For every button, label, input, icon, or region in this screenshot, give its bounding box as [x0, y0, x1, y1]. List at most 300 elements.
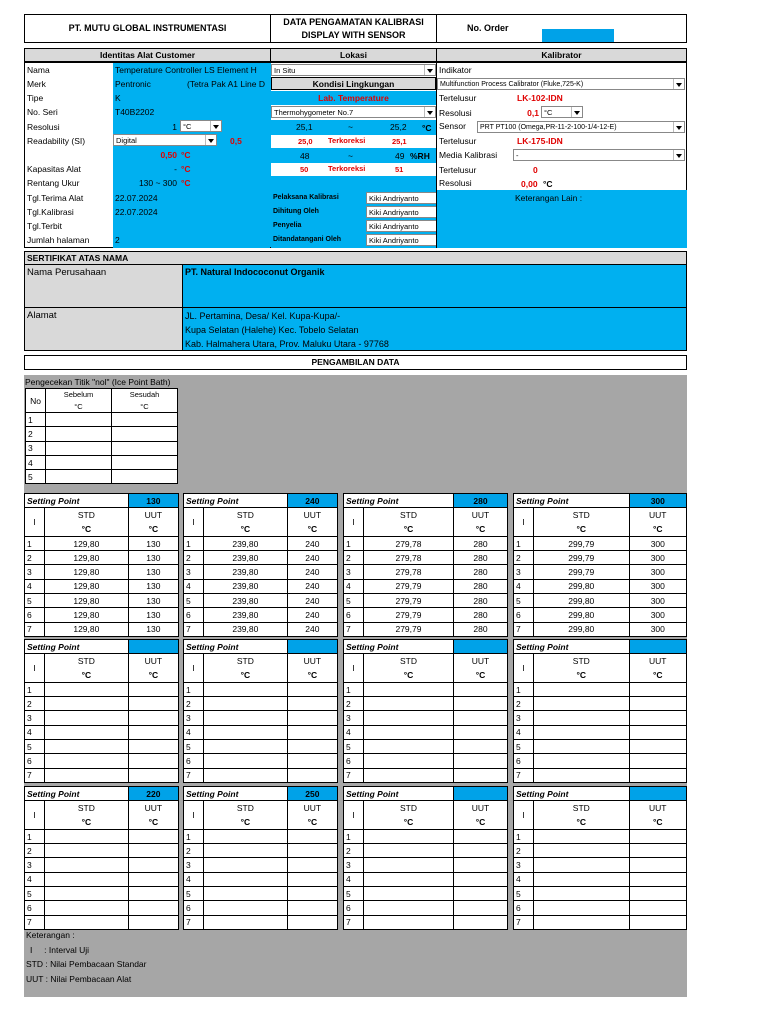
std-cell[interactable]	[534, 901, 630, 915]
row-number: 2	[184, 697, 204, 711]
std-cell[interactable]	[204, 887, 288, 901]
uut-header: UUT	[453, 654, 507, 668]
rentang-value[interactable]: 130 ~ 300	[138, 178, 177, 188]
row-number: 3	[344, 858, 364, 872]
uut-cell[interactable]	[453, 829, 507, 843]
uut-cell[interactable]: 300	[629, 536, 686, 550]
std-cell[interactable]	[45, 844, 129, 858]
std-cell[interactable]	[534, 711, 630, 725]
ice-row-no: 2	[26, 427, 46, 441]
setting-point-value[interactable]: 220	[128, 787, 178, 801]
std-cell[interactable]	[204, 768, 288, 782]
std-cell[interactable]	[45, 901, 129, 915]
std-cell[interactable]	[364, 887, 454, 901]
uut-cell[interactable]	[629, 872, 686, 886]
std-unit: °C	[534, 522, 630, 536]
setting-point-label: Setting Point	[344, 640, 454, 654]
std-cell[interactable]	[534, 844, 630, 858]
resolusi1-unit-text: °C	[544, 108, 553, 117]
sensor-dropdown[interactable]	[477, 121, 685, 133]
std-cell[interactable]: 299,80	[534, 594, 630, 608]
std-cell[interactable]: 129,80	[45, 536, 129, 550]
table-row	[344, 622, 508, 636]
halaman-value[interactable]: 2	[115, 235, 120, 245]
uut-cell[interactable]	[128, 768, 178, 782]
uut-cell[interactable]	[128, 682, 178, 696]
thermo-text: Thermohygometer No.7	[274, 108, 354, 117]
uut-cell[interactable]: 240	[287, 622, 337, 636]
tipe-value[interactable]: K	[115, 93, 121, 103]
std-cell[interactable]: 239,80	[204, 565, 288, 579]
uut-cell[interactable]	[629, 711, 686, 725]
ice-no-header: No	[26, 389, 46, 413]
table-row	[184, 858, 338, 872]
identity-block	[24, 62, 271, 248]
std-cell[interactable]	[364, 901, 454, 915]
uut-cell[interactable]	[629, 829, 686, 843]
table-row	[344, 711, 508, 725]
table-row	[25, 565, 179, 579]
interval-header: I	[25, 801, 45, 830]
std-cell[interactable]: 129,80	[45, 622, 129, 636]
resolusi3-value: 0,00	[521, 179, 538, 189]
row-number: 2	[514, 697, 534, 711]
std-cell[interactable]	[364, 915, 454, 929]
std-cell[interactable]	[534, 858, 630, 872]
std-cell[interactable]: 299,79	[534, 565, 630, 579]
uut-cell[interactable]	[453, 858, 507, 872]
table-row	[184, 725, 338, 739]
uut-cell[interactable]	[287, 740, 337, 754]
ice-before-cell[interactable]	[46, 441, 112, 455]
row-number: 6	[344, 754, 364, 768]
table-row	[514, 872, 687, 886]
std-cell[interactable]: 299,79	[534, 536, 630, 550]
uut-cell[interactable]	[128, 858, 178, 872]
std-cell[interactable]	[364, 682, 454, 696]
uut-cell[interactable]	[287, 682, 337, 696]
identity-header: Identitas Alat Customer	[24, 48, 271, 62]
hum-tilde: ~	[348, 151, 353, 161]
uut-cell[interactable]	[629, 915, 686, 929]
uut-cell[interactable]: 130	[128, 594, 178, 608]
resolusi1-unit-dropdown[interactable]	[541, 106, 583, 118]
std-cell[interactable]	[204, 901, 288, 915]
std-cell[interactable]: 239,80	[204, 594, 288, 608]
std-cell[interactable]	[204, 740, 288, 754]
uut-cell[interactable]	[128, 901, 178, 915]
table-row	[25, 711, 179, 725]
std-cell[interactable]	[204, 872, 288, 886]
uut-cell[interactable]	[629, 697, 686, 711]
notes	[26, 928, 146, 986]
setting-point-value[interactable]: 130	[128, 494, 178, 508]
uut-cell[interactable]	[287, 887, 337, 901]
std-cell[interactable]	[364, 872, 454, 886]
terima-label: Tgl.Terima Alat	[27, 193, 84, 203]
uut-cell[interactable]	[453, 725, 507, 739]
row-number: 6	[514, 608, 534, 622]
uut-cell[interactable]	[629, 768, 686, 782]
std-cell[interactable]: 299,80	[534, 622, 630, 636]
std-cell[interactable]: 129,80	[45, 579, 129, 593]
uut-cell[interactable]	[287, 768, 337, 782]
std-cell[interactable]	[534, 915, 630, 929]
uut-cell[interactable]: 130	[128, 579, 178, 593]
std-cell[interactable]	[45, 754, 129, 768]
uut-cell[interactable]	[629, 887, 686, 901]
media-dropdown[interactable]	[513, 149, 685, 161]
std-cell[interactable]	[534, 872, 630, 886]
setting-point-table	[24, 786, 179, 930]
uut-cell[interactable]	[128, 725, 178, 739]
company-name: PT. MUTU GLOBAL INSTRUMENTASI	[24, 14, 271, 43]
uut-cell[interactable]	[453, 682, 507, 696]
uut-cell[interactable]: 280	[453, 565, 507, 579]
std-cell[interactable]	[534, 887, 630, 901]
uut-cell[interactable]: 300	[629, 594, 686, 608]
resolusi-value[interactable]: 1	[172, 122, 177, 132]
uut-cell[interactable]	[128, 697, 178, 711]
nama-label: Nama	[27, 65, 50, 75]
ice-before-cell[interactable]	[46, 455, 112, 469]
temp-max[interactable]: 25,2	[390, 122, 407, 132]
std-cell[interactable]	[45, 887, 129, 901]
ice-after-cell[interactable]	[112, 427, 178, 441]
nama-value[interactable]: Temperature Controller LS Element H	[115, 65, 257, 75]
std-cell[interactable]: 279,79	[364, 579, 454, 593]
ice-after-cell[interactable]	[112, 441, 178, 455]
std-cell[interactable]	[45, 697, 129, 711]
uut-cell[interactable]	[128, 754, 178, 768]
table-row	[514, 536, 687, 550]
hum-max[interactable]: 49	[395, 151, 405, 161]
chevron-down-icon	[673, 122, 684, 133]
uut-cell[interactable]: 130	[128, 551, 178, 565]
resolusi-unit-dropdown[interactable]	[180, 120, 222, 132]
std-cell[interactable]	[364, 829, 454, 843]
ice-after-cell[interactable]	[112, 455, 178, 469]
std-cell[interactable]: 239,80	[204, 622, 288, 636]
address-value-cell[interactable]	[182, 307, 687, 351]
uut-cell[interactable]	[629, 725, 686, 739]
uut-cell[interactable]	[453, 872, 507, 886]
table-row	[184, 768, 338, 782]
std-cell[interactable]	[364, 711, 454, 725]
uut-cell[interactable]: 300	[629, 579, 686, 593]
uut-cell[interactable]: 130	[128, 622, 178, 636]
std-cell[interactable]	[534, 682, 630, 696]
std-cell[interactable]	[45, 725, 129, 739]
readability-text: Digital	[116, 136, 137, 145]
uut-cell[interactable]	[453, 844, 507, 858]
table-row	[514, 579, 687, 593]
order-number-field[interactable]	[542, 29, 614, 42]
uut-cell[interactable]	[128, 740, 178, 754]
indikator-dropdown[interactable]	[437, 78, 685, 90]
std-cell[interactable]	[364, 768, 454, 782]
uut-cell[interactable]: 280	[453, 551, 507, 565]
setting-point-value[interactable]: 250	[287, 787, 337, 801]
setting-point-label: Setting Point	[514, 494, 630, 508]
uut-cell[interactable]	[629, 901, 686, 915]
uut-cell[interactable]: 280	[453, 579, 507, 593]
std-cell[interactable]: 279,78	[364, 565, 454, 579]
uut-cell[interactable]	[453, 740, 507, 754]
uut-cell[interactable]	[287, 844, 337, 858]
std-cell[interactable]: 279,78	[364, 551, 454, 565]
std-cell[interactable]	[204, 682, 288, 696]
uut-cell[interactable]: 240	[287, 594, 337, 608]
setting-point-table	[183, 786, 338, 930]
setting-point-value[interactable]: 300	[629, 494, 686, 508]
std-cell[interactable]	[45, 740, 129, 754]
std-cell[interactable]	[204, 754, 288, 768]
uut-header: UUT	[629, 654, 686, 668]
merk-note: (Tetra Pak A1 Line D	[187, 79, 265, 89]
uut-cell[interactable]: 130	[128, 536, 178, 550]
setting-point-value[interactable]: 240	[287, 494, 337, 508]
uut-cell[interactable]: 280	[453, 608, 507, 622]
table-row	[344, 536, 508, 550]
std-cell[interactable]	[364, 725, 454, 739]
setting-point-value[interactable]	[128, 640, 178, 654]
std-cell[interactable]: 239,80	[204, 579, 288, 593]
setting-point-label: Setting Point	[514, 787, 630, 801]
std-cell[interactable]	[204, 711, 288, 725]
uut-cell[interactable]	[453, 901, 507, 915]
uut-cell[interactable]	[128, 872, 178, 886]
uut-cell[interactable]	[287, 725, 337, 739]
std-cell[interactable]	[45, 872, 129, 886]
row-number: 4	[25, 725, 45, 739]
uut-cell[interactable]	[629, 858, 686, 872]
setting-point-value[interactable]	[453, 787, 507, 801]
std-cell[interactable]: 299,79	[534, 551, 630, 565]
std-cell[interactable]	[45, 711, 129, 725]
std-cell[interactable]	[534, 725, 630, 739]
row-number: 2	[25, 551, 45, 565]
uut-cell[interactable]	[453, 711, 507, 725]
std-cell[interactable]: 279,79	[364, 608, 454, 622]
calibrator-header: Kalibrator	[436, 48, 687, 62]
std-cell[interactable]	[364, 754, 454, 768]
readability-dropdown[interactable]	[113, 134, 217, 146]
std-cell[interactable]	[204, 915, 288, 929]
uut-cell[interactable]	[287, 915, 337, 929]
pelaksana-label: Pelaksana Kalibrasi	[273, 194, 339, 201]
uut-cell[interactable]	[128, 844, 178, 858]
row-number: 1	[25, 536, 45, 550]
table-row	[25, 622, 179, 636]
uut-cell[interactable]	[287, 901, 337, 915]
std-cell[interactable]: 239,80	[204, 608, 288, 622]
std-cell[interactable]	[364, 844, 454, 858]
std-cell[interactable]: 129,80	[45, 594, 129, 608]
uut-cell[interactable]	[287, 858, 337, 872]
std-cell[interactable]	[45, 829, 129, 843]
interval-header: I	[184, 654, 204, 683]
std-cell[interactable]	[534, 740, 630, 754]
std-cell[interactable]: 279,78	[364, 536, 454, 550]
pelaksana-text: Kiki Andriyanto	[369, 194, 419, 203]
table-row	[25, 887, 179, 901]
lokasi-dropdown[interactable]	[271, 64, 436, 76]
row-number: 7	[514, 768, 534, 782]
setting-point-label: Setting Point	[25, 787, 129, 801]
std-cell[interactable]	[534, 697, 630, 711]
table-row	[344, 768, 508, 782]
setting-point-value[interactable]	[629, 787, 686, 801]
table-row	[184, 594, 338, 608]
uut-cell[interactable]: 130	[128, 608, 178, 622]
std-cell[interactable]: 239,80	[204, 551, 288, 565]
table-row	[344, 697, 508, 711]
setting-point-value[interactable]	[453, 640, 507, 654]
table-row	[514, 740, 687, 754]
uut-cell[interactable]: 280	[453, 536, 507, 550]
terbit-label: Tgl.Terbit	[27, 221, 62, 231]
uut-cell[interactable]: 300	[629, 551, 686, 565]
media-label: Media Kalibrasi	[439, 150, 498, 160]
std-cell[interactable]: 129,80	[45, 551, 129, 565]
uut-cell[interactable]	[287, 754, 337, 768]
uut-cell[interactable]	[453, 887, 507, 901]
uut-cell[interactable]	[453, 768, 507, 782]
table-row	[25, 872, 179, 886]
uut-cell[interactable]: 240	[287, 565, 337, 579]
setting-point-table	[513, 639, 687, 783]
merk-value[interactable]: Pentronic	[115, 79, 151, 89]
kalibrasi-value[interactable]: 22.07.2024	[115, 207, 158, 217]
ice-before-cell[interactable]	[46, 427, 112, 441]
setting-point-table	[513, 493, 687, 637]
std-cell[interactable]	[534, 829, 630, 843]
std-cell[interactable]: 279,79	[364, 594, 454, 608]
uut-cell[interactable]	[453, 754, 507, 768]
std-cell[interactable]: 129,80	[45, 608, 129, 622]
sensor-text: PRT PT100 (Omega,PR-11-2-100-1/4-12-E)	[480, 124, 617, 131]
notes-line-2: STD : Nilai Pembacaan Standar	[26, 959, 147, 969]
std-cell[interactable]	[45, 682, 129, 696]
table-row	[344, 915, 508, 929]
setting-point-value[interactable]	[287, 640, 337, 654]
ice-before-cell[interactable]	[46, 413, 112, 427]
table-row	[344, 901, 508, 915]
std-cell[interactable]: 299,80	[534, 608, 630, 622]
seri-value[interactable]: T40B2202	[115, 107, 155, 117]
company-value-cell[interactable]: PT. Natural Indococonut Organik	[182, 264, 687, 308]
row-number: 5	[184, 887, 204, 901]
row-number: 1	[514, 536, 534, 550]
uut-cell[interactable]	[629, 754, 686, 768]
kapasitas-value[interactable]: -	[174, 164, 177, 174]
uut-cell[interactable]: 280	[453, 594, 507, 608]
interval-header: I	[514, 801, 534, 830]
row-number: 3	[514, 565, 534, 579]
std-cell[interactable]	[534, 754, 630, 768]
table-row	[25, 768, 179, 782]
terima-value[interactable]: 22.07.2024	[115, 193, 158, 203]
std-cell[interactable]	[204, 844, 288, 858]
std-cell[interactable]	[204, 829, 288, 843]
dihitung-label: Dihitung Oleh	[273, 208, 319, 215]
uut-cell[interactable]: 280	[453, 622, 507, 636]
dihitung-text: Kiki Andriyanto	[369, 208, 419, 217]
row-number: 6	[25, 754, 45, 768]
std-cell[interactable]	[204, 725, 288, 739]
std-cell[interactable]: 129,80	[45, 565, 129, 579]
uut-cell[interactable]	[128, 829, 178, 843]
uut-cell[interactable]: 300	[629, 608, 686, 622]
row-number: 3	[514, 858, 534, 872]
setting-point-table	[513, 786, 687, 930]
uut-cell[interactable]: 240	[287, 536, 337, 550]
uut-cell[interactable]: 300	[629, 565, 686, 579]
uut-cell[interactable]	[629, 740, 686, 754]
std-cell[interactable]	[364, 740, 454, 754]
std-cell[interactable]	[45, 858, 129, 872]
uut-cell[interactable]: 240	[287, 551, 337, 565]
uut-cell[interactable]	[287, 872, 337, 886]
uut-cell[interactable]	[287, 829, 337, 843]
row-number: 4	[184, 579, 204, 593]
std-cell[interactable]: 279,79	[364, 622, 454, 636]
uut-cell[interactable]	[128, 887, 178, 901]
hum-cor-max: 51	[395, 165, 404, 174]
uut-cell[interactable]	[287, 697, 337, 711]
std-cell[interactable]: 239,80	[204, 536, 288, 550]
setting-point-label: Setting Point	[25, 640, 129, 654]
row-number: 3	[344, 565, 364, 579]
uut-cell[interactable]	[453, 915, 507, 929]
uut-cell[interactable]: 300	[629, 622, 686, 636]
rentang-unit: °C	[181, 178, 191, 188]
notes-title: Keterangan :	[26, 930, 75, 940]
thermo-dropdown[interactable]	[271, 106, 436, 118]
ice-after-cell[interactable]	[112, 470, 178, 484]
ice-after-cell[interactable]	[112, 413, 178, 427]
ice-before-cell[interactable]	[46, 470, 112, 484]
std-cell[interactable]: 299,80	[534, 579, 630, 593]
uut-cell[interactable]	[128, 711, 178, 725]
temp-min[interactable]: 25,1	[296, 122, 313, 132]
uut-cell[interactable]: 240	[287, 579, 337, 593]
std-cell[interactable]	[204, 858, 288, 872]
row-number: 6	[184, 608, 204, 622]
uut-cell[interactable]: 130	[128, 565, 178, 579]
table-row	[184, 844, 338, 858]
interval-header: I	[514, 508, 534, 537]
uut-cell[interactable]	[629, 844, 686, 858]
std-cell[interactable]	[534, 768, 630, 782]
std-cell[interactable]	[364, 858, 454, 872]
std-cell[interactable]	[364, 697, 454, 711]
setting-point-value[interactable]: 280	[453, 494, 507, 508]
std-cell[interactable]	[204, 697, 288, 711]
order-box	[436, 14, 687, 43]
uut-cell[interactable]: 240	[287, 608, 337, 622]
row-number: 1	[514, 829, 534, 843]
uut-cell[interactable]	[453, 697, 507, 711]
uut-cell[interactable]	[287, 711, 337, 725]
std-cell[interactable]	[45, 768, 129, 782]
row-number: 1	[184, 536, 204, 550]
uut-cell[interactable]	[629, 682, 686, 696]
setting-point-value[interactable]	[629, 640, 686, 654]
hum-min[interactable]: 48	[300, 151, 310, 161]
table-row	[344, 551, 508, 565]
